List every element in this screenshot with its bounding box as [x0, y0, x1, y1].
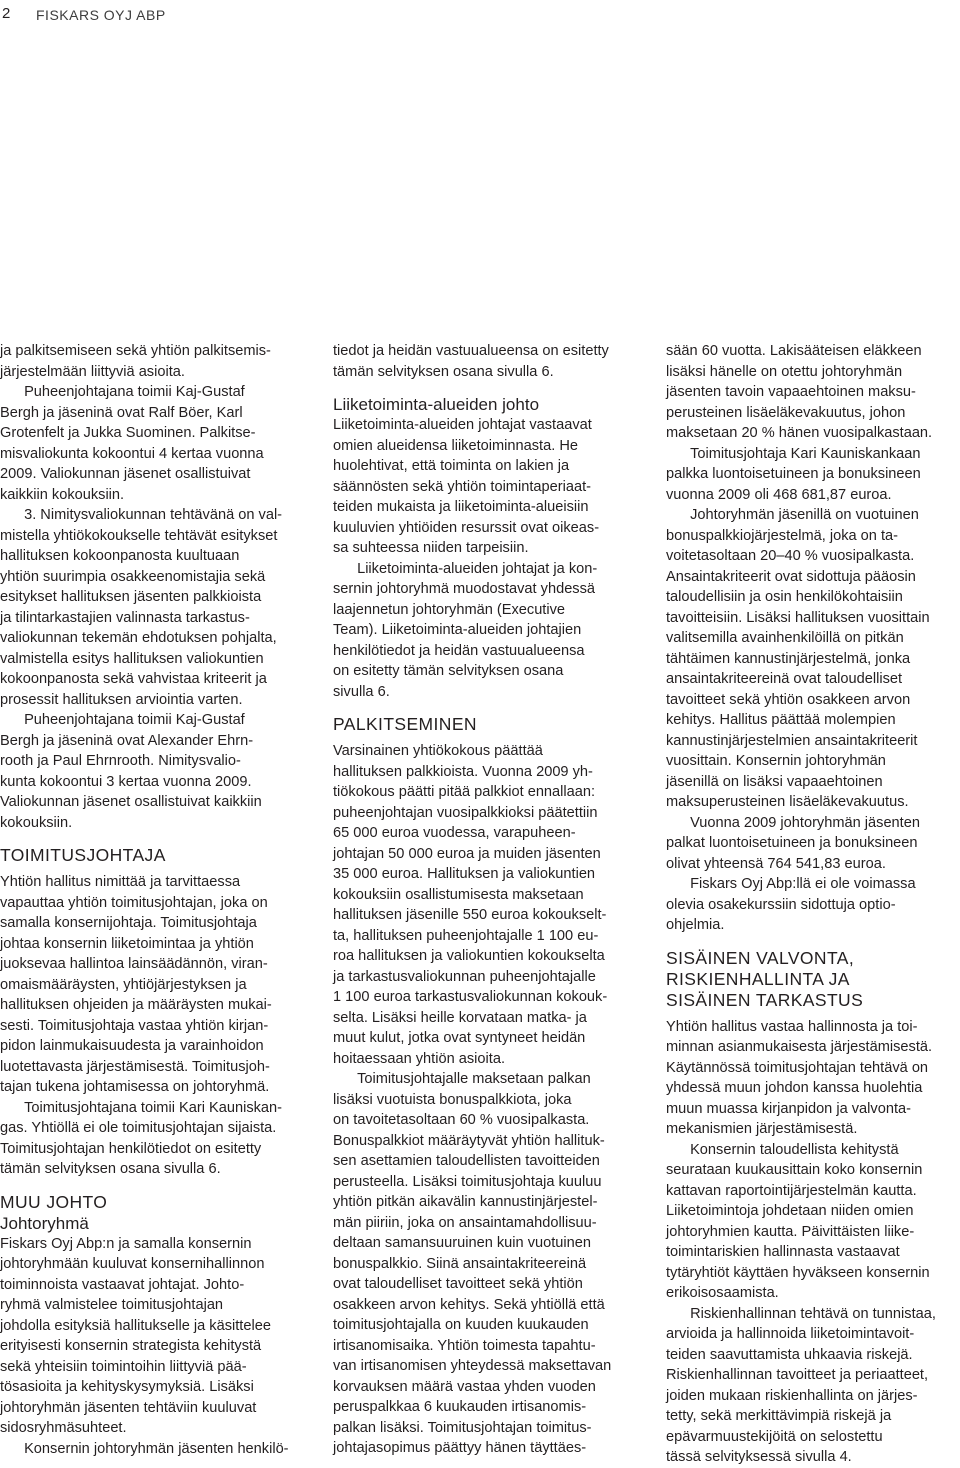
paragraph: ja palkitsemiseen sekä yhtiön palkitsemis- järjestelmään liittyviä asioita.	[0, 343, 271, 380]
paragraph: Toimitusjohtaja Kari Kauniskankaan palkka luontoisetuineen ja bonuksineen vuonna 2009 oli 468 681,87 euroa.	[666, 445, 921, 503]
paragraph: Yhtiön hallitus nimittää ja tarvittaessa vapauttaa yhtiön toimitusjohtajan, joka on samalla konsernijohtaja. Toimitusjohtaja johtaa konsernin liiketoimintaa ja yhtiön juoksevaa hallintoa lainsäädännön, viran- omaismääräysten, yhtiöjärjestyksen ja hallituksen ohjeiden ja määräysten mukai- sesti. Toimitusjohtaja vastaa yhtiön kirjan- pidon lainmukaisuudesta ja varainhoidon luotettavasta järjestämisestä. Toimitusjoh- tajan tukena johtamisessa on johtoryhmä.	[0, 874, 272, 1095]
subheading-johtoryhma: Johtoryhmä	[0, 1213, 89, 1233]
paragraph: Fiskars Oyj Abp:llä ei ole voimassa olevia osakekurssiin sidottuja optio- ohjelmia.	[666, 876, 916, 933]
paragraph: Fiskars Oyj Abp:n ja samalla konsernin johtoryhmään kuuluvat konsernihallinnon toiminnoista vastaavat johtajat. Johto- ryhmä valmistelee toimitusjohtajan johdolla esityksiä hallitukselle ja käsittelee erityisesti konsernin strategista kehitystä sekä yhteisiin toimintoihin liittyviä pää- tösasioita ja kehityskysymyksiä. Lisäksi johtoryhmän jäsenten tehtäviin kuuluvat sidosryhmäsuhteet.	[0, 1235, 271, 1436]
paragraph: Varsinainen yhtiökokous päättää hallituksen palkkioista. Vuonna 2009 yh- tiökokous päätti pitää palkkiot ennallaan: puheenjohtajan vuosipalkkioksi päätettiin 65 000 euroa vuodessa, varapuheen- johtajan 50 000 euroa ja muiden jäsenten 35 000 euroa. Hallituksen ja valiokuntien kokouksiin osallistumisesta maksetaan hallituksen jäsenille 550 euroa kokoukselt- ta, hallituksen puheenjohtajalle 1 100 eu- roa hallituksen ja valiokuntien kokoukselta ja tarkastusvaliokunnan puheenjohtajalle 1 100 euroa tarkastusvaliokunnan kokouk- selta. Lisäksi heille korvataan matka- ja muut kulut, jotka ovat syntyneet heidän hoitaessaan yhtiön asioita.	[333, 743, 608, 1067]
paragraph: tiedot ja heidän vastuualueensa on esitetty tämän selvityksen osana sivulla 6.	[333, 343, 609, 380]
paragraph: Toimitusjohtajalle maksetaan palkan lisäksi vuotuista bonuspalkkiota, joka on tavoitetasoltaan 60 % vuosipalkasta. Bonuspalkkiot määräytyvät yhtiön hallituk- sen asettamien taloudellisten tavoitteiden perusteella. Lisäksi toimitusjohtaja kuuluu yhtiön pitkän aikavälin kannustinjärjestel- män piiriin, joka on ansaintamahdollisuu- deltaan samansuuruinen kuin vuotuinen bonuspalkkio. Siinä ansaintakriteereinä ovat taloudelliset tavoitteet sekä yhtiön osakkeen arvon kehitys. Sekä yhtiöllä että toimitusjohtajalla on kuuden kuukauden irtisanomisaika. Yhtiön toimesta tapahtu- van irtisanomisen yhteydessä maksettavan korvauksen määrä vastaa yhden vuoden peruspalkkaa 6 kuukauden irtisanomis- palkan lisäksi. Toimitusjohtajan toimitus- johtajasopimus päättyy hänen täyttäes-	[333, 1071, 612, 1456]
paragraph: Puheenjohtajana toimii Kaj-Gustaf Bergh ja jäseninä ovat Ralf Böer, Karl Grotenfelt ja Jukka Suominen. Palkitse- misvaliokunta kokoontui 4 kertaa vuonna 2009. Valiokunnan jäsenet osallistuivat kaikkiin kokouksiin.	[0, 384, 264, 503]
subheading-liiketoiminta: Liiketoiminta-alueiden johto	[333, 395, 540, 414]
paragraph: Riskienhallinnan tehtävä on tunnistaa, arvioida ja hallinnoida liiketoimintavoit- teiden saavuttamista uhkaavia riskejä. Riskienhallinnan tavoitteet ja periaatteet, joiden mukaan riskienhallinta on järjes- tetty, sekä merkittävimpiä riskejä ja epävarmuustekijöitä on selostettu tässä selvityksessä sivulla 4.	[666, 1305, 936, 1465]
section-heading-sisainen-valvonta: SISÄINEN VALVONTA, RISKIENHALLINTA JA SISÄINEN TARKASTUS	[666, 947, 864, 1010]
paragraph: Liiketoiminta-alueiden johtajat vastaavat omien alueidensa liiketoiminnasta. He huolehtivat, että toiminta on lakien ja säännösten sekä yhtiön toimintaperiaat- teiden mukaista ja liiketoiminta-alueisiin kuuluvien yhtiöiden resurssit ovat oikeas- sa suhteessa niiden tarpeisiin.	[333, 417, 600, 556]
paragraph: 3. Nimitysvaliokunnan tehtävänä on val- mistella yhtiökokoukselle tehtävät esitykset hallituksen kokoonpanosta kuultuaan yhtiön suurimpia osakkeenomistajia sekä esitykset hallituksen jäsenten palkkioista ja tilintarkastajien valinnasta tarkastus- valiokunnan tekemän ehdotuksen pohjalta, valmistella esitys hallituksen valiokuntien kokoonpanosta sekä vahvistaa kriteerit ja prosessit hallituksen arviointia varten.	[0, 507, 283, 708]
paragraph: Liiketoiminta-alueiden johtajat ja kon- sernin johtoryhmä muodostavat yhdessä laajennetun johtoryhmän (Executive Team). Liiketoiminta-alueiden johtajien henkilötiedot ja heidän vastuualueensa on esitetty tämän selvityksen osana sivulla 6.	[333, 560, 598, 700]
section-heading-toimitusjohtaja: TOIMITUSJOHTAJA	[0, 845, 166, 865]
text-column-2	[333, 341, 645, 1459]
paragraph: Puheenjohtajana toimii Kaj-Gustaf Bergh ja jäseninä ovat Alexander Ehrn- rooth ja Paul Ehrnrooth. Nimitysvalio- kunta kokoontui 3 kertaa vuonna 2009. Valiokunnan jäsenet osallistuivat kaikkiin kokouksiin.	[0, 712, 262, 831]
paragraph: Konsernin johtoryhmän jäsenten henkilö-	[24, 1440, 289, 1457]
paragraph: Vuonna 2009 johtoryhmän jäsenten palkat luontoisetuineen ja bonuksineen olivat yhteensä 764 541,83 euroa.	[666, 814, 920, 872]
section-heading-muu-johto: MUU JOHTO	[0, 1191, 108, 1212]
text-column-1	[0, 341, 312, 1459]
paragraph: Konsernin taloudellista kehitystä seurataan kuukausittain koko konsernin kattavan raportointijärjestelmän kautta. Liiketoimintoja johdetaan niiden omien johtoryhmien kautta. Päivittäisten liike- toimintariskien hallinnasta vastaavat tytäryhtiöt käyttäen hyväkseen konsernin erikoisosaamista.	[666, 1141, 930, 1301]
section-heading-palkitseminen: PALKITSEMINEN	[333, 714, 477, 734]
paragraph: Yhtiön hallitus vastaa hallinnosta ja toi- minnan asianmukaisesta järjestämisestä. Käytännössä toimitusjohtajan tehtävä on yhdessä muun johdon kanssa huolehtia muun muassa kirjanpidon ja valvonta- mekanismien järjestämisestä.	[666, 1018, 933, 1137]
text-column-3	[666, 341, 960, 1468]
company-name: FISKARS OYJ ABP	[36, 7, 166, 23]
paragraph: Toimitusjohtajana toimii Kari Kauniskan- gas. Yhtiöllä ei ole toimitusjohtajan sijaista. Toimitusjohtajan henkilötiedot on esitetty tämän selvityksen osana sivulla 6.	[0, 1099, 283, 1177]
paragraph: sään 60 vuotta. Lakisääteisen eläkkeen lisäksi hänelle on otettu johtoryhmän jäsenten tavoin vapaaehtoinen maksu- perusteinen lisäeläkevakuutus, johon maksetaan 20 % hänen vuosipalkastaan.	[666, 343, 933, 441]
page-number: 2	[2, 5, 11, 22]
paragraph: Johtoryhmän jäsenillä on vuotuinen bonuspalkkiojärjestelmä, joka on ta- voitetasoltaan 20–40 % vuosipalkasta. Ansaintakriteerit ovat sidottuja pääosin taloudellisiin ja osin henkilökohtaisiin tavoitteisiin. Lisäksi hallituksen vuosittain valitsemilla avainhenkilöillä on pitkän tähtäimen kannustinjärjestelmä, jonka ansaintakriteereinä ovat taloudelliset tavoitteet sekä yhtiön osakkeen arvon kehitys. Hallitus päättää molempien kannustinjärjestelmien ansaintakriteerit vuosittain. Konsernin johtoryhmän jäsenillä on lisäksi vapaaehtoinen maksuperusteinen lisäeläkevakuutus.	[666, 507, 930, 810]
